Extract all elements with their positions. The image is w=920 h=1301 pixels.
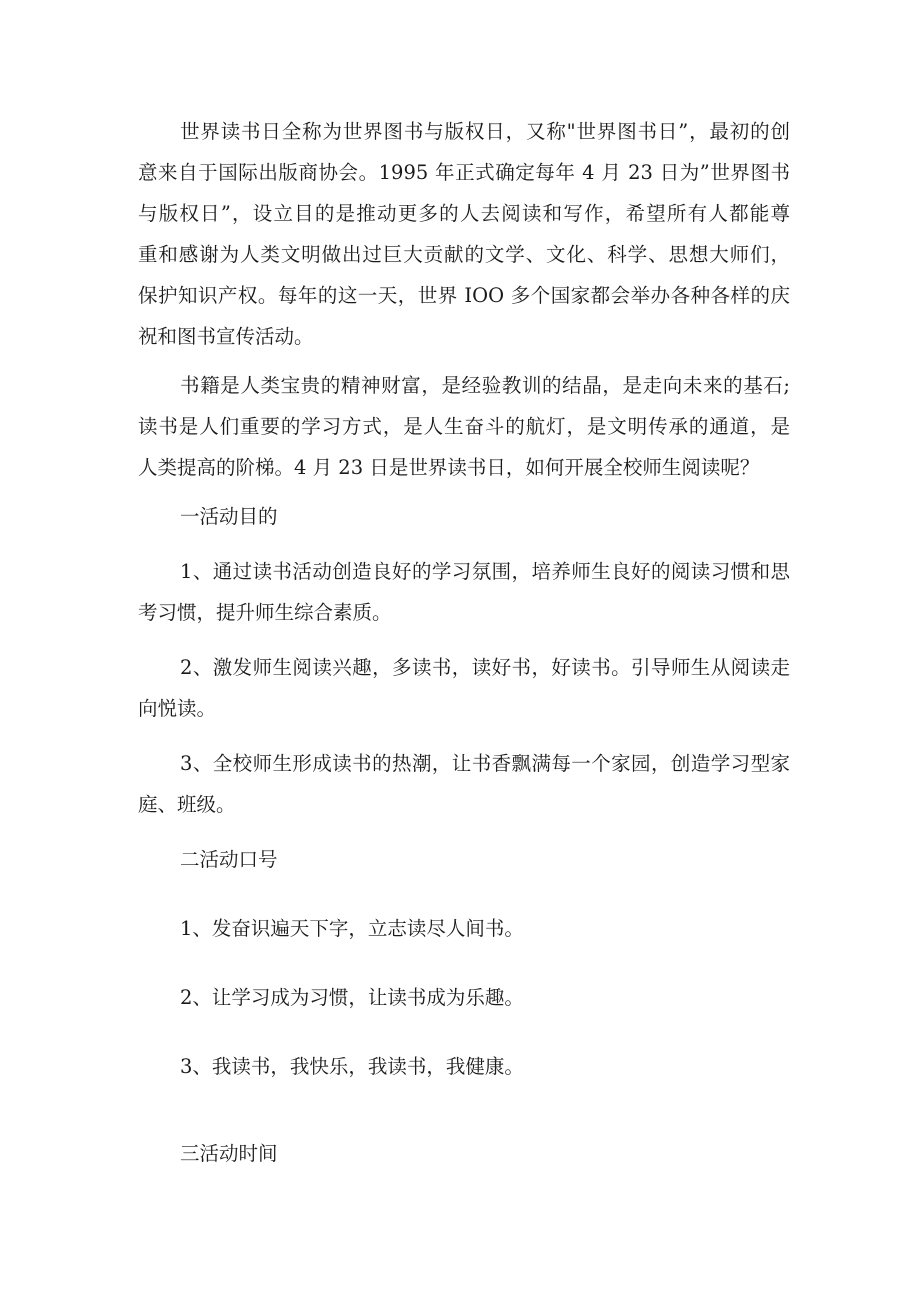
slogan-item-2: 2、让学习成为习惯，让读书成为乐趣。 bbox=[180, 986, 524, 1009]
intro-line-2: 意来自于国际出版商协会。1995 年正式确定每年 4 月 23 日为”世界图书 bbox=[138, 161, 790, 184]
goal-2-line-1: 2、激发师生阅读兴趣，多读书，读好书，好读书。引导师生从阅读走 bbox=[180, 656, 790, 679]
goal-1-line-2: 考习惯，提升师生综合素质。 bbox=[138, 601, 392, 624]
intro-line-5: 保护知识产权。每年的这一天，世界 IOO 多个国家都会举办各种各样的庆 bbox=[138, 284, 790, 307]
reading-value-line-3: 人类提高的阶梯。4 月 23 日是世界读书日，如何开展全校师生阅读呢？ bbox=[138, 456, 760, 479]
section-heading-slogans: 二活动口号 bbox=[180, 848, 278, 871]
goal-item-3 bbox=[138, 743, 790, 825]
reading-value-line-1: 书籍是人类宝贵的精神财富，是经验教训的结晶，是走向未来的基石; bbox=[180, 374, 790, 397]
goal-2-line-2: 向悦读。 bbox=[138, 697, 217, 720]
slogan-item-1: 1、发奋识遍天下字，立志读尽人间书。 bbox=[180, 917, 524, 940]
intro-line-1: 世界读书日全称为世界图书与版权日，又称"世界图书日”，最初的创 bbox=[180, 120, 790, 143]
goal-3-line-2: 庭、班级。 bbox=[138, 793, 236, 816]
section-heading-goals: 一活动目的 bbox=[180, 505, 278, 528]
intro-paragraph bbox=[138, 111, 790, 357]
section-heading-schedule: 三活动时间 bbox=[180, 1142, 278, 1165]
slogan-item-3: 3、我读书，我快乐，我读书，我健康。 bbox=[180, 1055, 524, 1078]
intro-line-6: 祝和图书宣传活动。 bbox=[138, 325, 314, 348]
reading-value-line-2: 读书是人们重要的学习方式，是人生奋斗的航灯，是文明传承的通道，是 bbox=[138, 415, 790, 438]
reading-value-paragraph bbox=[138, 365, 790, 488]
intro-line-4: 重和感谢为人类文明做出过巨大贡献的文学、文化、科学、思想大师们， bbox=[138, 243, 790, 266]
intro-line-3: 与版权日”，设立目的是推动更多的人去阅读和写作，希望所有人都能尊 bbox=[138, 202, 790, 225]
goal-3-line-1: 3、全校师生形成读书的热潮，让书香飘满每一个家园，创造学习型家 bbox=[180, 752, 790, 775]
goal-item-1 bbox=[138, 551, 790, 633]
goal-item-2 bbox=[138, 647, 790, 729]
goal-1-line-1: 1、通过读书活动创造良好的学习氛围，培养师生良好的阅读习惯和思 bbox=[180, 560, 790, 583]
document-page bbox=[138, 111, 790, 1174]
